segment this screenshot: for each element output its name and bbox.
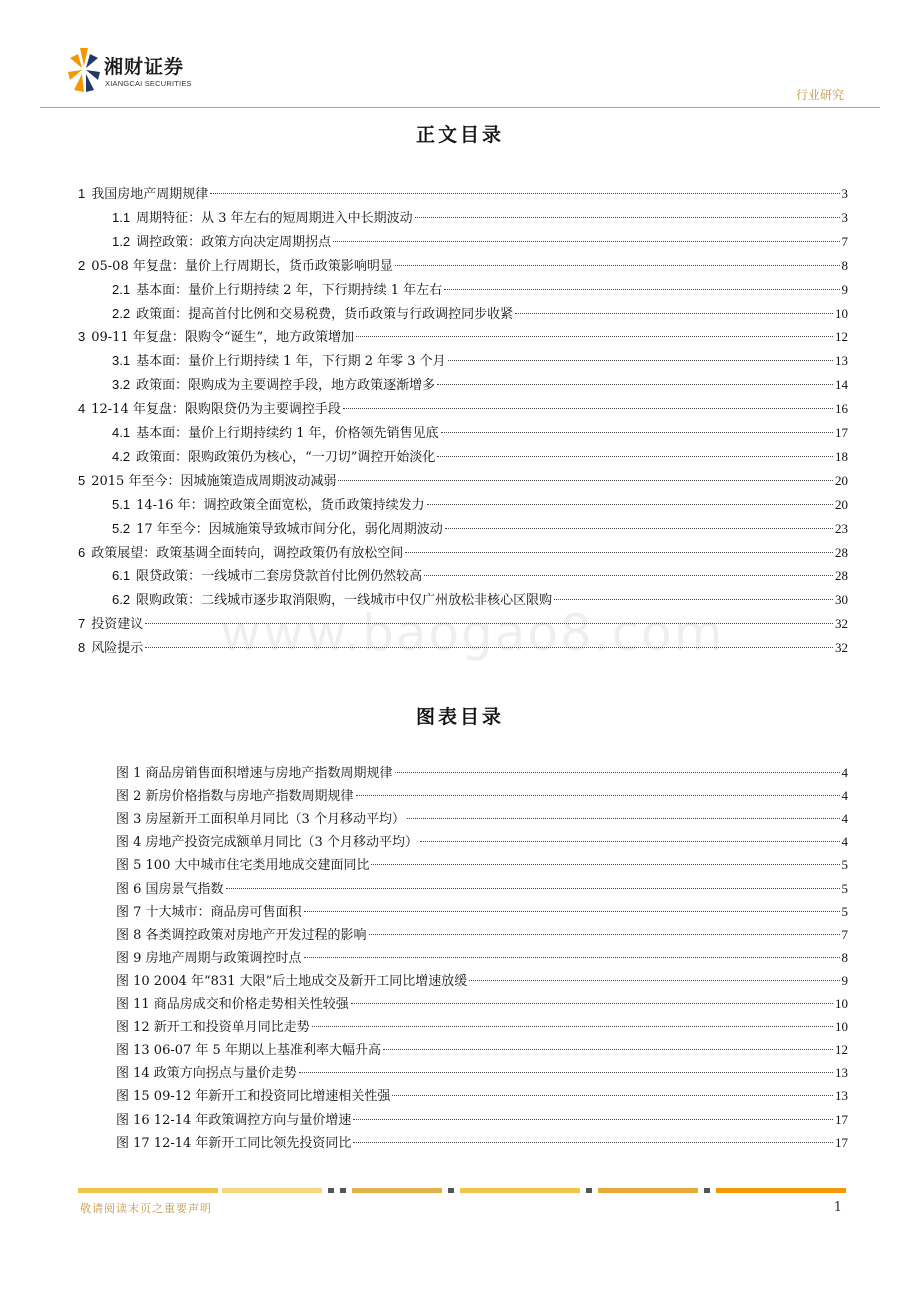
toc-entry-title: 调控政策：政策方向决定周期拐点 (136, 234, 332, 250)
toc-entry-page: 3 (841, 209, 848, 225)
figure-entry[interactable] (0, 947, 920, 969)
figure-entry-title: 图 10 2004 年“831 大限”后土地成交及新开工同比增速放缓 (116, 973, 468, 989)
figure-entry[interactable] (0, 1062, 920, 1084)
dot-leader (145, 647, 833, 648)
toc-entry-number: 5.2 (112, 520, 131, 536)
figure-entry-page: 4 (841, 788, 848, 804)
figure-entry-page: 12 (835, 1042, 848, 1058)
toc-entry[interactable] (0, 303, 920, 325)
brand-name-en: XIANGCAI SECURITIES (105, 79, 192, 88)
dot-leader (312, 1026, 833, 1027)
toc-entry-number: 6 (78, 544, 86, 560)
toc-entry[interactable] (0, 398, 920, 420)
dot-leader (371, 864, 839, 865)
toc-entry-page: 3 (841, 186, 848, 201)
dot-leader (356, 795, 840, 796)
toc-entry-title: 政策面：限购成为主要调控手段，地方政策逐渐增多 (136, 378, 436, 394)
figure-entry[interactable] (0, 924, 920, 946)
toc-entry[interactable] (0, 470, 920, 492)
figures-title: 图表目录 (415, 706, 504, 728)
figure-entry[interactable] (0, 762, 920, 784)
toc-entry[interactable] (0, 494, 920, 516)
toc-entry[interactable] (0, 255, 920, 277)
dot-leader (415, 217, 840, 218)
figure-entry-page: 4 (841, 765, 848, 780)
figure-entry-title: 图 7 十大城市：商品房可售面积 (116, 904, 302, 920)
figure-entry[interactable] (0, 854, 920, 876)
company-logo (66, 46, 196, 102)
toc-entry-number: 7 (78, 616, 86, 632)
toc-entry[interactable] (0, 422, 920, 444)
dot-leader (353, 1142, 833, 1143)
figure-entry-title: 图 1 商品房销售面积增速与房地产指数周期规律 (116, 766, 393, 781)
figure-entry-title: 图 11 商品房成交和价格走势相关性较强 (116, 997, 349, 1012)
dot-leader (554, 599, 833, 600)
dot-leader (437, 384, 833, 385)
toc-entry-page: 13 (835, 353, 848, 369)
figure-entry-page: 7 (841, 926, 848, 942)
toc-entry-title: 05-08 年复盘：量价上行周期长，货币政策影响明显 (91, 258, 393, 274)
figure-entry[interactable] (0, 970, 920, 992)
dot-leader (445, 528, 833, 529)
dot-leader (333, 241, 839, 242)
figure-entry[interactable] (0, 1109, 920, 1131)
toc-entry[interactable] (0, 637, 920, 659)
toc-entry[interactable] (0, 565, 920, 587)
toc-entry-page: 30 (835, 592, 848, 608)
toc-entry-title: 2015 年至今：因城施策造成周期波动减弱 (91, 473, 337, 489)
toc-entry-title: 投资建议 (91, 617, 144, 633)
toc-entry[interactable] (0, 231, 920, 253)
toc-entry-number: 2 (78, 257, 86, 273)
figure-entry[interactable] (0, 831, 920, 853)
disclaimer-note: 敬请阅读末页之重要声明 (80, 1202, 212, 1215)
toc-entry[interactable] (0, 542, 920, 564)
toc-entry-page: 18 (835, 448, 848, 464)
toc-entry[interactable] (0, 279, 920, 301)
figure-entry[interactable] (0, 878, 920, 900)
dot-leader (356, 336, 833, 337)
xiangcai-logo-mark (66, 46, 102, 96)
figure-entry[interactable] (0, 1016, 920, 1038)
figure-entry[interactable] (0, 785, 920, 807)
toc-entry-title: 14-16 年：调控政策全面宽松，货币政策持续发力 (136, 497, 425, 513)
toc-entry[interactable] (0, 589, 920, 611)
dot-leader (145, 623, 833, 624)
dot-leader (395, 265, 840, 266)
figure-entry-page: 5 (841, 903, 848, 919)
figure-entry[interactable] (0, 993, 920, 1015)
dot-leader (369, 934, 840, 935)
figure-entry-title: 图 3 房屋新开工面积单月同比（3 个月移动平均） (116, 812, 405, 828)
toc-entry-title: 12-14 年复盘：限购限贷仍为主要调控手段 (91, 402, 341, 418)
watermark: www.baogao8.com (220, 604, 725, 662)
toc-entry-number: 1.1 (112, 209, 131, 225)
figure-entry-page: 9 (841, 972, 848, 988)
figure-entry[interactable] (0, 1039, 920, 1061)
figure-entry-page: 13 (835, 1088, 848, 1104)
dot-leader (383, 1049, 833, 1050)
toc-entry-page: 28 (835, 568, 848, 584)
toc-entry-page: 16 (835, 401, 848, 417)
toc-entry[interactable] (0, 207, 920, 229)
dot-leader (353, 1119, 833, 1120)
toc-entry[interactable] (0, 613, 920, 635)
figure-entry-title: 图 6 国房景气指数 (116, 881, 224, 897)
toc-entry-number: 4.1 (112, 425, 131, 440)
toc-entry-number: 4.2 (112, 448, 131, 464)
figure-entry-page: 4 (841, 834, 848, 850)
dot-leader (407, 818, 840, 819)
dot-leader (395, 772, 840, 773)
figure-entry-page: 5 (841, 857, 848, 873)
figure-entry-page: 5 (841, 880, 848, 896)
toc-title: 正文目录 (415, 124, 504, 146)
report-category: 行业研究 (795, 88, 844, 102)
toc-entry-title: 限贷政策：一线城市二套房贷款首付比例仍然较高 (136, 569, 423, 585)
dot-leader (469, 980, 839, 981)
toc-entry-number: 1.2 (112, 233, 131, 249)
figure-entry-title: 图 15 09-12 年新开工和投资同比增速相关性强 (116, 1089, 391, 1105)
toc-entry-page: 32 (835, 616, 848, 632)
dot-leader (437, 456, 833, 457)
figure-entry-title: 图 5 100 大中城市住宅类用地成交建面同比 (116, 858, 370, 874)
toc-entry-title: 周期特征：从 3 年左右的短周期进入中长期波动 (136, 210, 413, 226)
toc-entry-title: 限购政策：二线城市逐步取消限购，一线城市中仅广州放松非核心区限购 (136, 593, 553, 609)
toc-entry-title: 政策面：提高首付比例和交易税费，货币政策与行政调控同步收紧 (136, 306, 514, 322)
dot-leader (299, 1072, 833, 1073)
dot-leader (338, 480, 833, 481)
toc-entry-number: 1 (78, 186, 86, 201)
footer-decorative-bar (78, 1188, 846, 1193)
toc-entry-page: 8 (841, 257, 848, 273)
toc-entry-title: 17 年至今：因城施策导致城市间分化，弱化周期波动 (136, 521, 443, 537)
toc-entry-page: 7 (841, 233, 848, 249)
dot-leader (304, 911, 840, 912)
toc-entry[interactable] (0, 374, 920, 396)
figure-entry[interactable] (0, 808, 920, 830)
toc-entry-number: 2.2 (112, 305, 131, 321)
toc-entry-number: 3.1 (112, 353, 131, 369)
toc-entry-title: 风险提示 (91, 641, 144, 657)
toc-entry-number: 6.2 (112, 592, 131, 608)
figure-entry[interactable] (0, 1132, 920, 1154)
figure-entry-title: 图 8 各类调控政策对房地产开发过程的影响 (116, 927, 367, 943)
toc-entry-page: 12 (835, 329, 848, 345)
figure-entry-page: 17 (835, 1111, 848, 1127)
dot-leader (392, 1095, 833, 1096)
figure-entry[interactable] (0, 901, 920, 923)
toc-entry-title: 基本面：量价上行期持续约 1 年，价格领先销售见底 (136, 426, 439, 441)
figure-entry-page: 10 (835, 996, 848, 1011)
header-divider (40, 107, 880, 108)
toc-entry-title: 政策展望：政策基调全面转向，调控政策仍有放松空间 (91, 545, 404, 561)
dot-leader (444, 289, 839, 290)
toc-entry-number: 8 (78, 640, 86, 656)
dot-leader (427, 504, 833, 505)
toc-entry-title: 09-11 年复盘：限购令“诞生”，地方政策增加 (91, 330, 355, 346)
figure-entry-page: 13 (835, 1065, 848, 1081)
dot-leader (210, 193, 839, 194)
toc-entry-page: 20 (835, 496, 848, 512)
dot-leader (441, 432, 833, 433)
dot-leader (424, 575, 833, 576)
toc-entry-page: 14 (835, 377, 848, 393)
brand-name-cn: 湘财证券 (104, 56, 185, 78)
toc-entry-page: 28 (835, 544, 848, 560)
toc-entry-number: 3 (78, 329, 86, 345)
dot-leader (420, 841, 840, 842)
dot-leader (405, 552, 833, 553)
toc-entry-page: 23 (835, 520, 848, 536)
toc-entry-title: 基本面：量价上行期持续 1 年，下行期 2 年零 3 个月 (136, 354, 446, 370)
toc-entry-number: 4 (78, 401, 86, 417)
figure-entry-title: 图 16 12-14 年政策调控方向与量价增速 (116, 1112, 352, 1128)
toc-entry[interactable] (0, 183, 920, 205)
figure-entry[interactable] (0, 1085, 920, 1107)
dot-leader (226, 888, 840, 889)
toc-entry-number: 2.1 (112, 281, 131, 297)
figure-entry-title: 图 17 12-14 年新开工同比领先投资同比 (116, 1135, 352, 1151)
toc-entry-page: 20 (835, 472, 848, 488)
toc-entry-number: 6.1 (112, 568, 131, 584)
toc-entry[interactable] (0, 446, 920, 468)
page-number: 1 (833, 1200, 842, 1215)
figure-entry-title: 图 12 新开工和投资单月同比走势 (116, 1020, 310, 1036)
figure-entry-page: 17 (835, 1134, 848, 1150)
toc-entry[interactable] (0, 518, 920, 540)
dot-leader (343, 408, 833, 409)
toc-entry-page: 9 (841, 281, 848, 297)
toc-entry-number: 3.2 (112, 377, 131, 393)
toc-entry[interactable] (0, 326, 920, 348)
toc-entry-page: 32 (835, 640, 848, 656)
figure-entry-page: 4 (841, 811, 848, 827)
toc-entry-number: 5.1 (112, 496, 131, 512)
figure-entry-title: 图 9 房地产周期与政策调控时点 (116, 950, 302, 966)
figure-entry-title: 图 4 房地产投资完成额单月同比（3 个月移动平均） (116, 835, 418, 851)
figure-entry-title: 图 13 06-07 年 5 年期以上基准利率大幅升高 (116, 1043, 381, 1059)
figure-entry-title: 图 2 新房价格指数与房地产指数周期规律 (116, 789, 354, 805)
toc-entry-title: 政策面：限购政策仍为核心，“一刀切”调控开始淡化 (136, 449, 436, 465)
figure-entry-page: 8 (841, 949, 848, 965)
figure-entry-title: 图 14 政策方向拐点与量价走势 (116, 1066, 297, 1082)
toc-entry-title: 基本面：量价上行期持续 2 年，下行期持续 1 年左右 (136, 282, 443, 298)
toc-entry[interactable] (0, 350, 920, 372)
dot-leader (351, 1003, 833, 1004)
toc-entry-page: 10 (835, 305, 848, 321)
toc-entry-page: 17 (835, 425, 848, 440)
dot-leader (448, 360, 833, 361)
dot-leader (304, 957, 840, 958)
figure-entry-page: 10 (835, 1019, 848, 1035)
toc-entry-title: 我国房地产周期规律 (91, 187, 209, 202)
toc-entry-number: 5 (78, 472, 86, 488)
dot-leader (515, 313, 833, 314)
